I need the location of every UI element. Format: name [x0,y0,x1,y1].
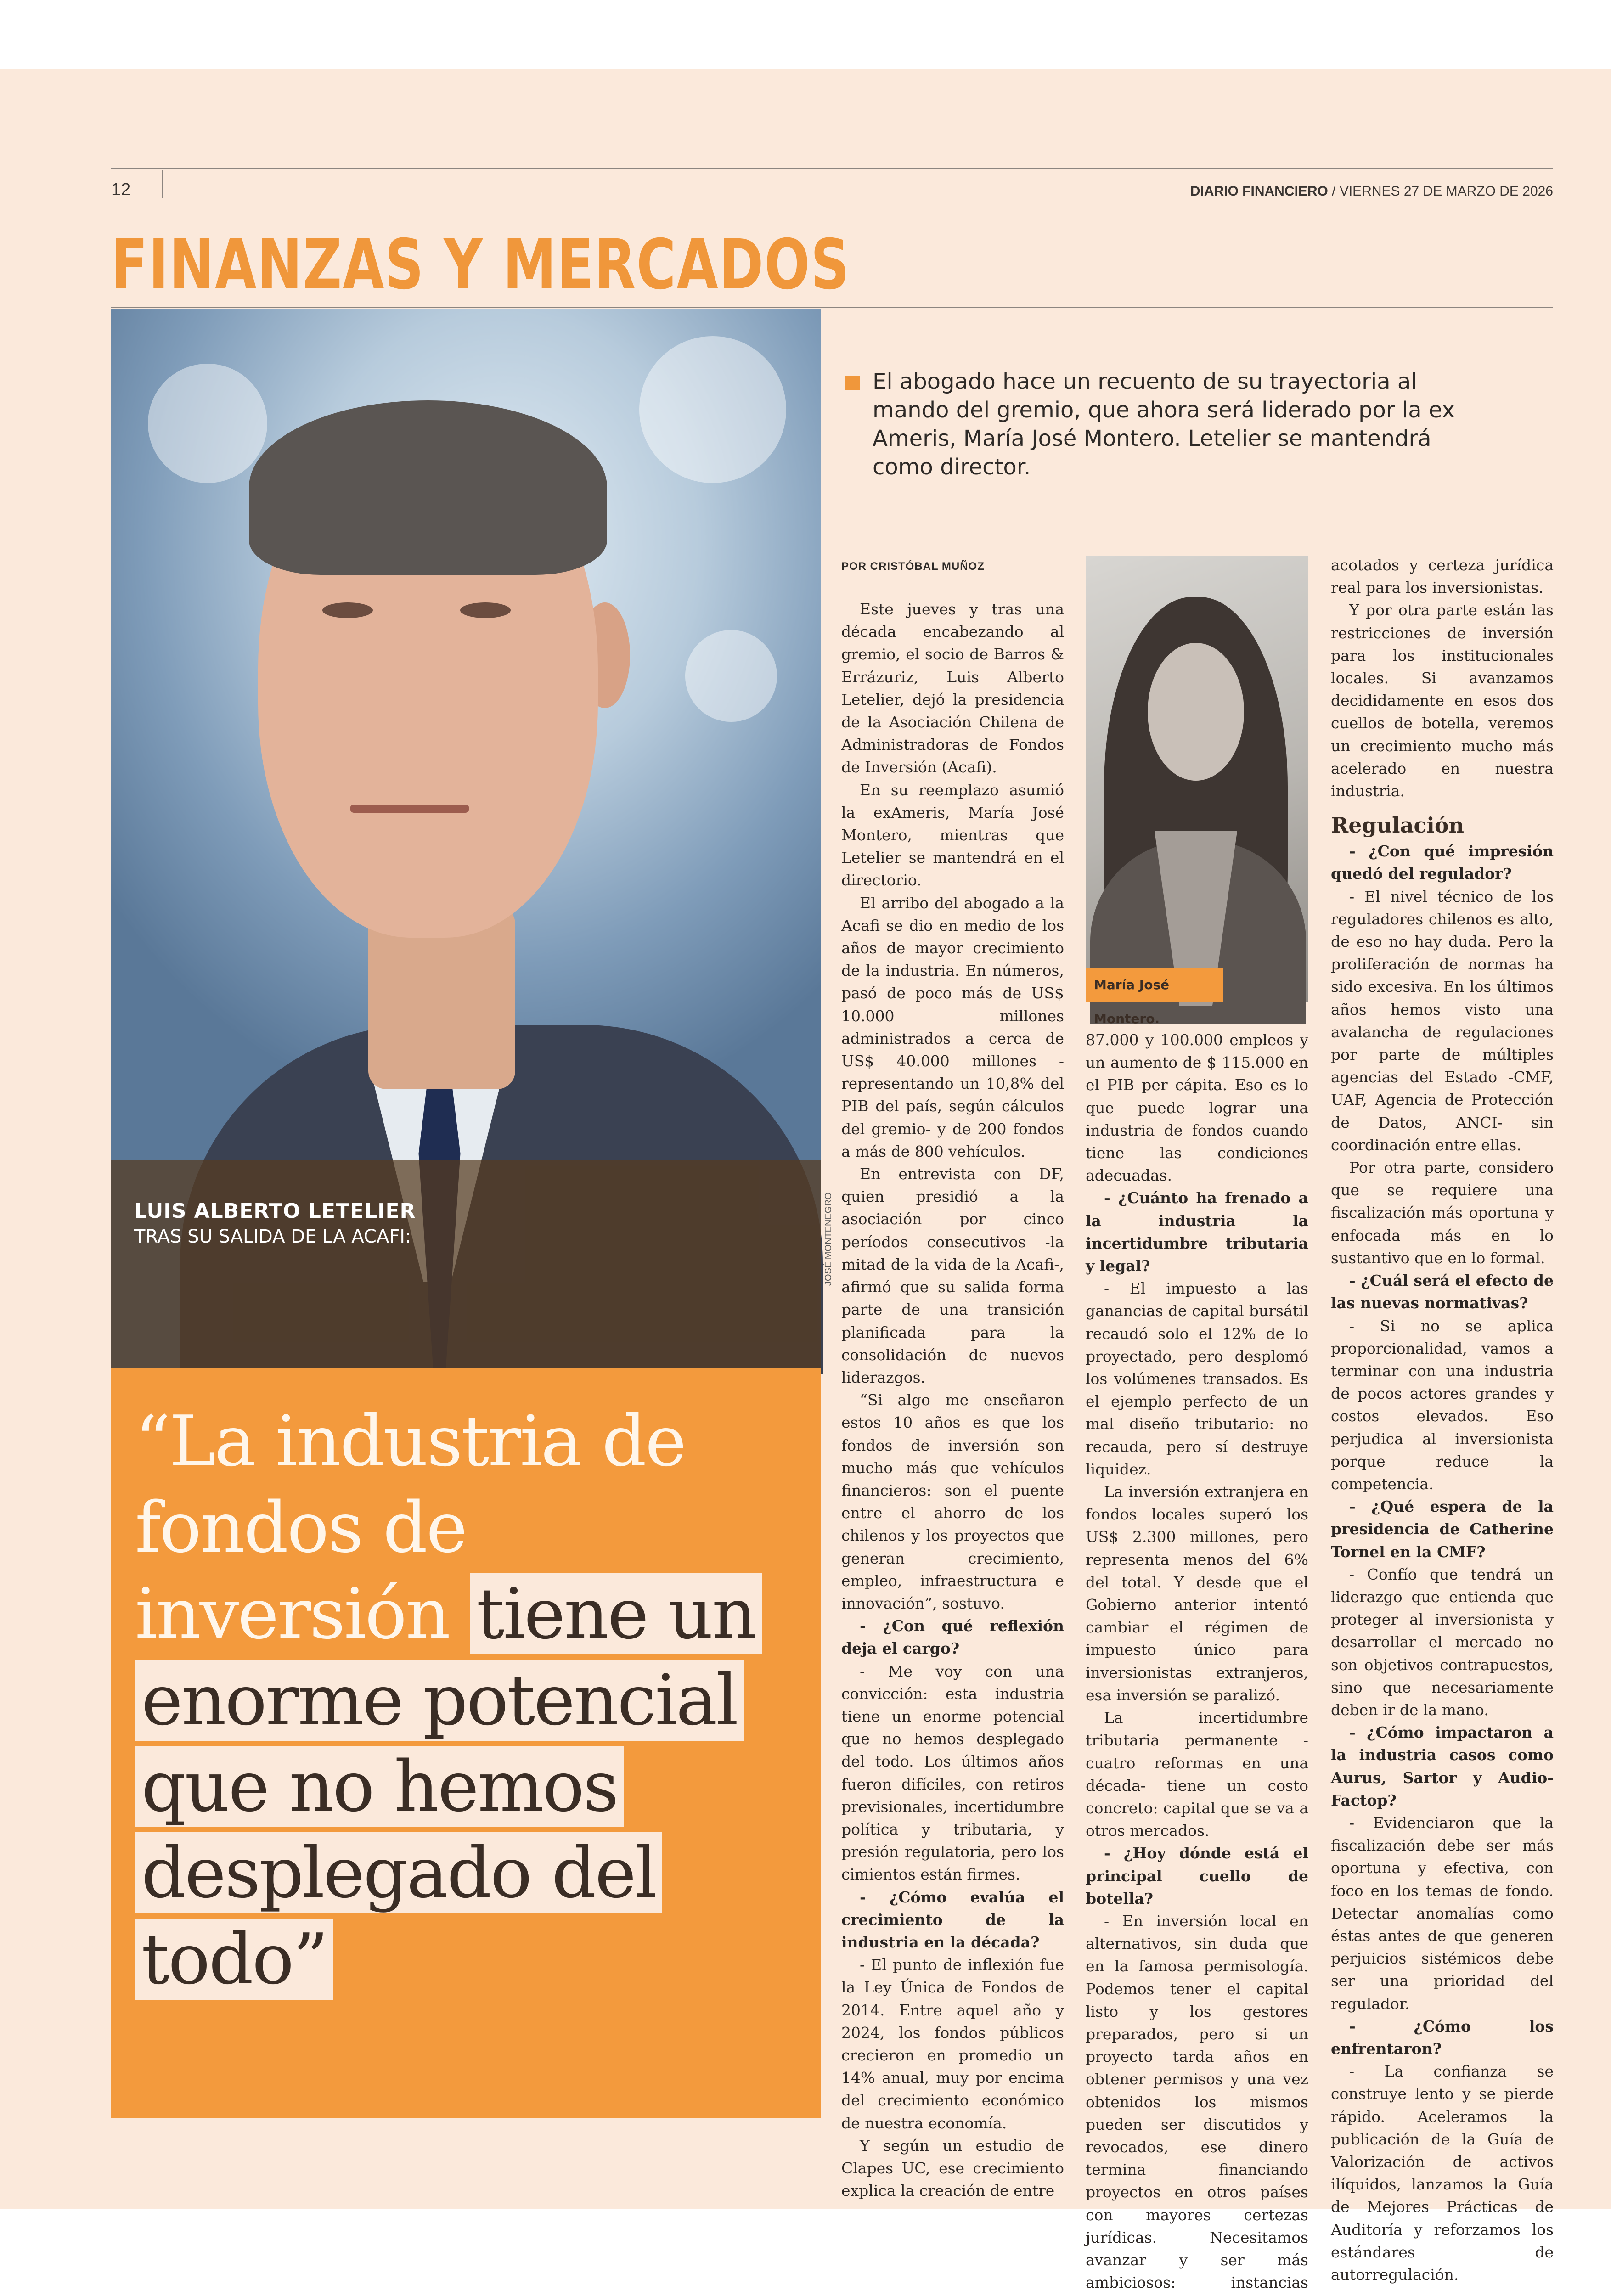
portrait-photo [1086,556,1308,1026]
background-bokeh [639,336,786,483]
paragraph: - El punto de inflexión fue la Ley Única de Fondos de 2014. Entre aquel año y 2024, los fondos públicos crecieron en promedio un 14% anual, muy por encima del crecimiento económico de nuestra economía. [841,1956,1064,2132]
paragraph: En entrevista con DF, quien presidió a la asociación por cinco períodos consecutivos -la mitad de la vida de la Acafi-, afirmó que su salida forma parte de una transición planificada para la consolidación de nuevos liderazgos. [841,1165,1064,1386]
issue-date: / VIERNES 27 DE MARZO DE 2026 [1328,184,1553,199]
interview-question: - ¿Con qué reflexión deja el cargo? [841,1617,1064,1658]
paragraph: - El impuesto a las ganancias de capital bursátil recaudó solo el 12% de lo proyectado, pero desplomó los volúmenes transados. Es el ejemplo perfecto de un mal diseño tributario: no recauda, pero sí destruye liquidez. [1086,1279,1308,1478]
paragraph: Y por otra parte están las restricciones de inversión para los institucionales locales. Si avanzamos decididamente en esos dos cuellos de botella, veremos un crecimiento mucho más acelerado en nuestra industria. [1331,601,1554,800]
paragraph: “Si algo me enseñaron estos 10 años es que los fondos de inversión son mucho más que vehículos financieros: son el puente entre el ahorro de los chilenos y los proyectos que generan crecimiento, empleo, infraestructura e innovación”, sostuvo. [841,1391,1064,1612]
eye [322,602,373,618]
dateline [1190,184,1553,199]
article-column-2 [1086,1029,1308,2296]
paragraph: - La confianza se construye lento y se pierde rápido. Aceleramos la publicación de la Guía de Valorización de activos ilíquidos, lanzamos la Guía de Mejores Prácticas de Auditoría y reforzamos los estándares de autorregulación. [1331,2062,1554,2284]
interview-question: - ¿Con qué impresión quedó del regulador? [1331,842,1554,883]
headline-highlight: tiene un enorme potencial que no hemos desplegado del todo” [135,1573,762,2000]
paragraph: - Evidenciaron que la fiscalización debe ser más oportuna y efectiva, con foco en los temas de fondo. Detectar anomalías como éstas antes de que generen perjuicios sistémicos debe ser una prioridad del regulador. [1331,1813,1554,2013]
headline-quote [135,1398,796,2003]
background-bokeh [685,630,777,722]
page-number: 12 [111,180,131,199]
eye [460,602,511,618]
interview-question: - ¿Cómo evalúa el crecimiento de la industria en la década? [841,1888,1064,1951]
photo-credit: JOSÉ MONTENEGRO [823,1192,834,1286]
subheading: Regulación [1331,813,1464,838]
article-column-3 [1331,554,1554,2286]
mouth [350,805,469,813]
publication-name: DIARIO FINANCIERO [1190,184,1328,199]
paragraph: - En inversión local en alternativos, sin duda que en la famosa permisología. Podemos tener el capital listo y los gestores preparados, pero si un proyecto tarda años en obtener permisos y una vez obtenidos los mismos pueden ser discutidos y revocados, ese dinero termina financiando proyectos en otros países con mayores certezas jurídicas. Necesitamos avanzar y ser más ambiciosos: instancias [1086,1912,1308,2292]
paragraph: - El nivel técnico de los reguladores chilenos es alto, de eso no hay duda. Pero la proliferación de normas ha sido excesiva. En los últimos años hemos visto una avalancha de regulaciones por parte de múltiples agencias del Estado -CMF, UAF, Agencia de Protección de Datos, ANCI- sin coordinación entre ellas. [1331,887,1554,1154]
top-rule [111,168,1553,169]
face [1148,643,1244,781]
paragraph: Por otra parte, considero que se requiere una fiscalización más oportuna y enfocada más en lo sustantivo que en lo formal. [1331,1159,1554,1267]
paragraph: acotados y certeza jurídica real para los inversionistas. [1331,556,1554,597]
interview-question: - ¿Cuánto ha frenado a la industria la incertidumbre tributaria y legal? [1086,1189,1308,1275]
portrait-caption: María José Montero. [1086,968,1223,1002]
section-title: FINANZAS Y MERCADOS [111,225,851,305]
paragraph: - Me voy con una convicción: esta industria tiene un enorme potencial que no hemos desplegado del todo. Los últimos años fueron difíciles, con retiros previsionales, incertidumbre política y tributaria, y presión regulatoria, pero los cimientos están firmes. [841,1662,1064,1884]
article-deck: El abogado hace un recuento de su trayectoria al mando del gremio, que ahora será liderado por la ex Ameris, María José Montero. Letelier se mantendrá como director. [873,369,1455,480]
main-photo [111,309,821,1368]
deck-bullet-icon [845,376,860,390]
headline-box [111,1368,821,2118]
interview-question: - ¿Hoy dónde está el principal cuello de botella? [1086,1844,1308,1908]
paragraph: En su reemplazo asumió la exAmeris, María José Montero, mientras que Letelier se mantendrá en el directorio. [841,781,1064,889]
photo-caption-name: LUIS ALBERTO LETELIER [134,1199,416,1223]
interview-question: - ¿Cómo los enfrentaron? [1331,2017,1554,2058]
paragraph: Y según un estudio de Clapes UC, ese crecimiento explica la creación de entre [841,2136,1064,2200]
paragraph: La incertidumbre tributaria permanente -cuatro reformas en una década- tiene un costo concreto: capital que se va a otros mercados. [1086,1709,1308,1840]
interview-question: - ¿Cómo impactaron a la industria casos como Aurus, Sartor y Audio-Factop? [1331,1723,1554,1809]
hair [249,400,607,575]
caption-overlay [111,1160,821,1368]
article-column-1 [841,598,1064,2202]
paragraph: 87.000 y 100.000 empleos y un aumento de $ 115.000 en el PIB per cápita. Eso es lo que puede lograr una industria de fondos cuando tiene las condiciones adecuadas. [1086,1031,1308,1185]
paragraph: - Si no se aplica proporcionalidad, vamos a terminar con una industria de pocos actores grandes y costos elevados. Eso perjudica al inversionista porque reduce la competencia. [1331,1317,1554,1493]
byline: POR CRISTÓBAL MUÑOZ [841,560,985,573]
paragraph: Este jueves y tras una década encabezando al gremio, el socio de Barros & Errázuriz, Luis Alberto Letelier, dejó la presidencia de la Asociación Chilena de Administradoras de Fondos de Inversión (Acafi). [841,600,1064,777]
headline-plain: “La industria de fondos de inversión [135,1401,685,1654]
photo-caption-sub: TRAS SU SALIDA DE LA ACAFI: [134,1226,411,1247]
paragraph: El arribo del abogado a la Acafi se dio en medio de los años de mayor crecimiento de la industria. En números, pasó de poco más de US$ 10.000 millones administrados a cerca de US$ 40.000 millones -representando un 10,8% del PIB del país, según cálculos del gremio- y de 200 fondos a más de 800 vehículos. [841,894,1064,1160]
interview-question: - ¿Cuál será el efecto de las nuevas normativas? [1331,1272,1554,1312]
paragraph: - Confío que tendrá un liderazgo que entienda que proteger al inversionista y desarrollar el mercado no son objetivos contrapuestos, sino que necesariamente deben ir de la mano. [1331,1565,1554,1719]
folio-divider [162,170,163,198]
section-rule [111,307,1553,308]
interview-question: - ¿Qué espera de la presidencia de Catherine Tornel en la CMF? [1331,1497,1554,1561]
background-bokeh [148,364,267,483]
paragraph: La inversión extranjera en fondos locales superó los US$ 2.300 millones, pero representa menos del 6% del total. Y desde que el Gobierno anterior intentó cambiar el régimen de impuesto único para inversionistas extranjeros, esa inversión se paralizó. [1086,1483,1308,1704]
